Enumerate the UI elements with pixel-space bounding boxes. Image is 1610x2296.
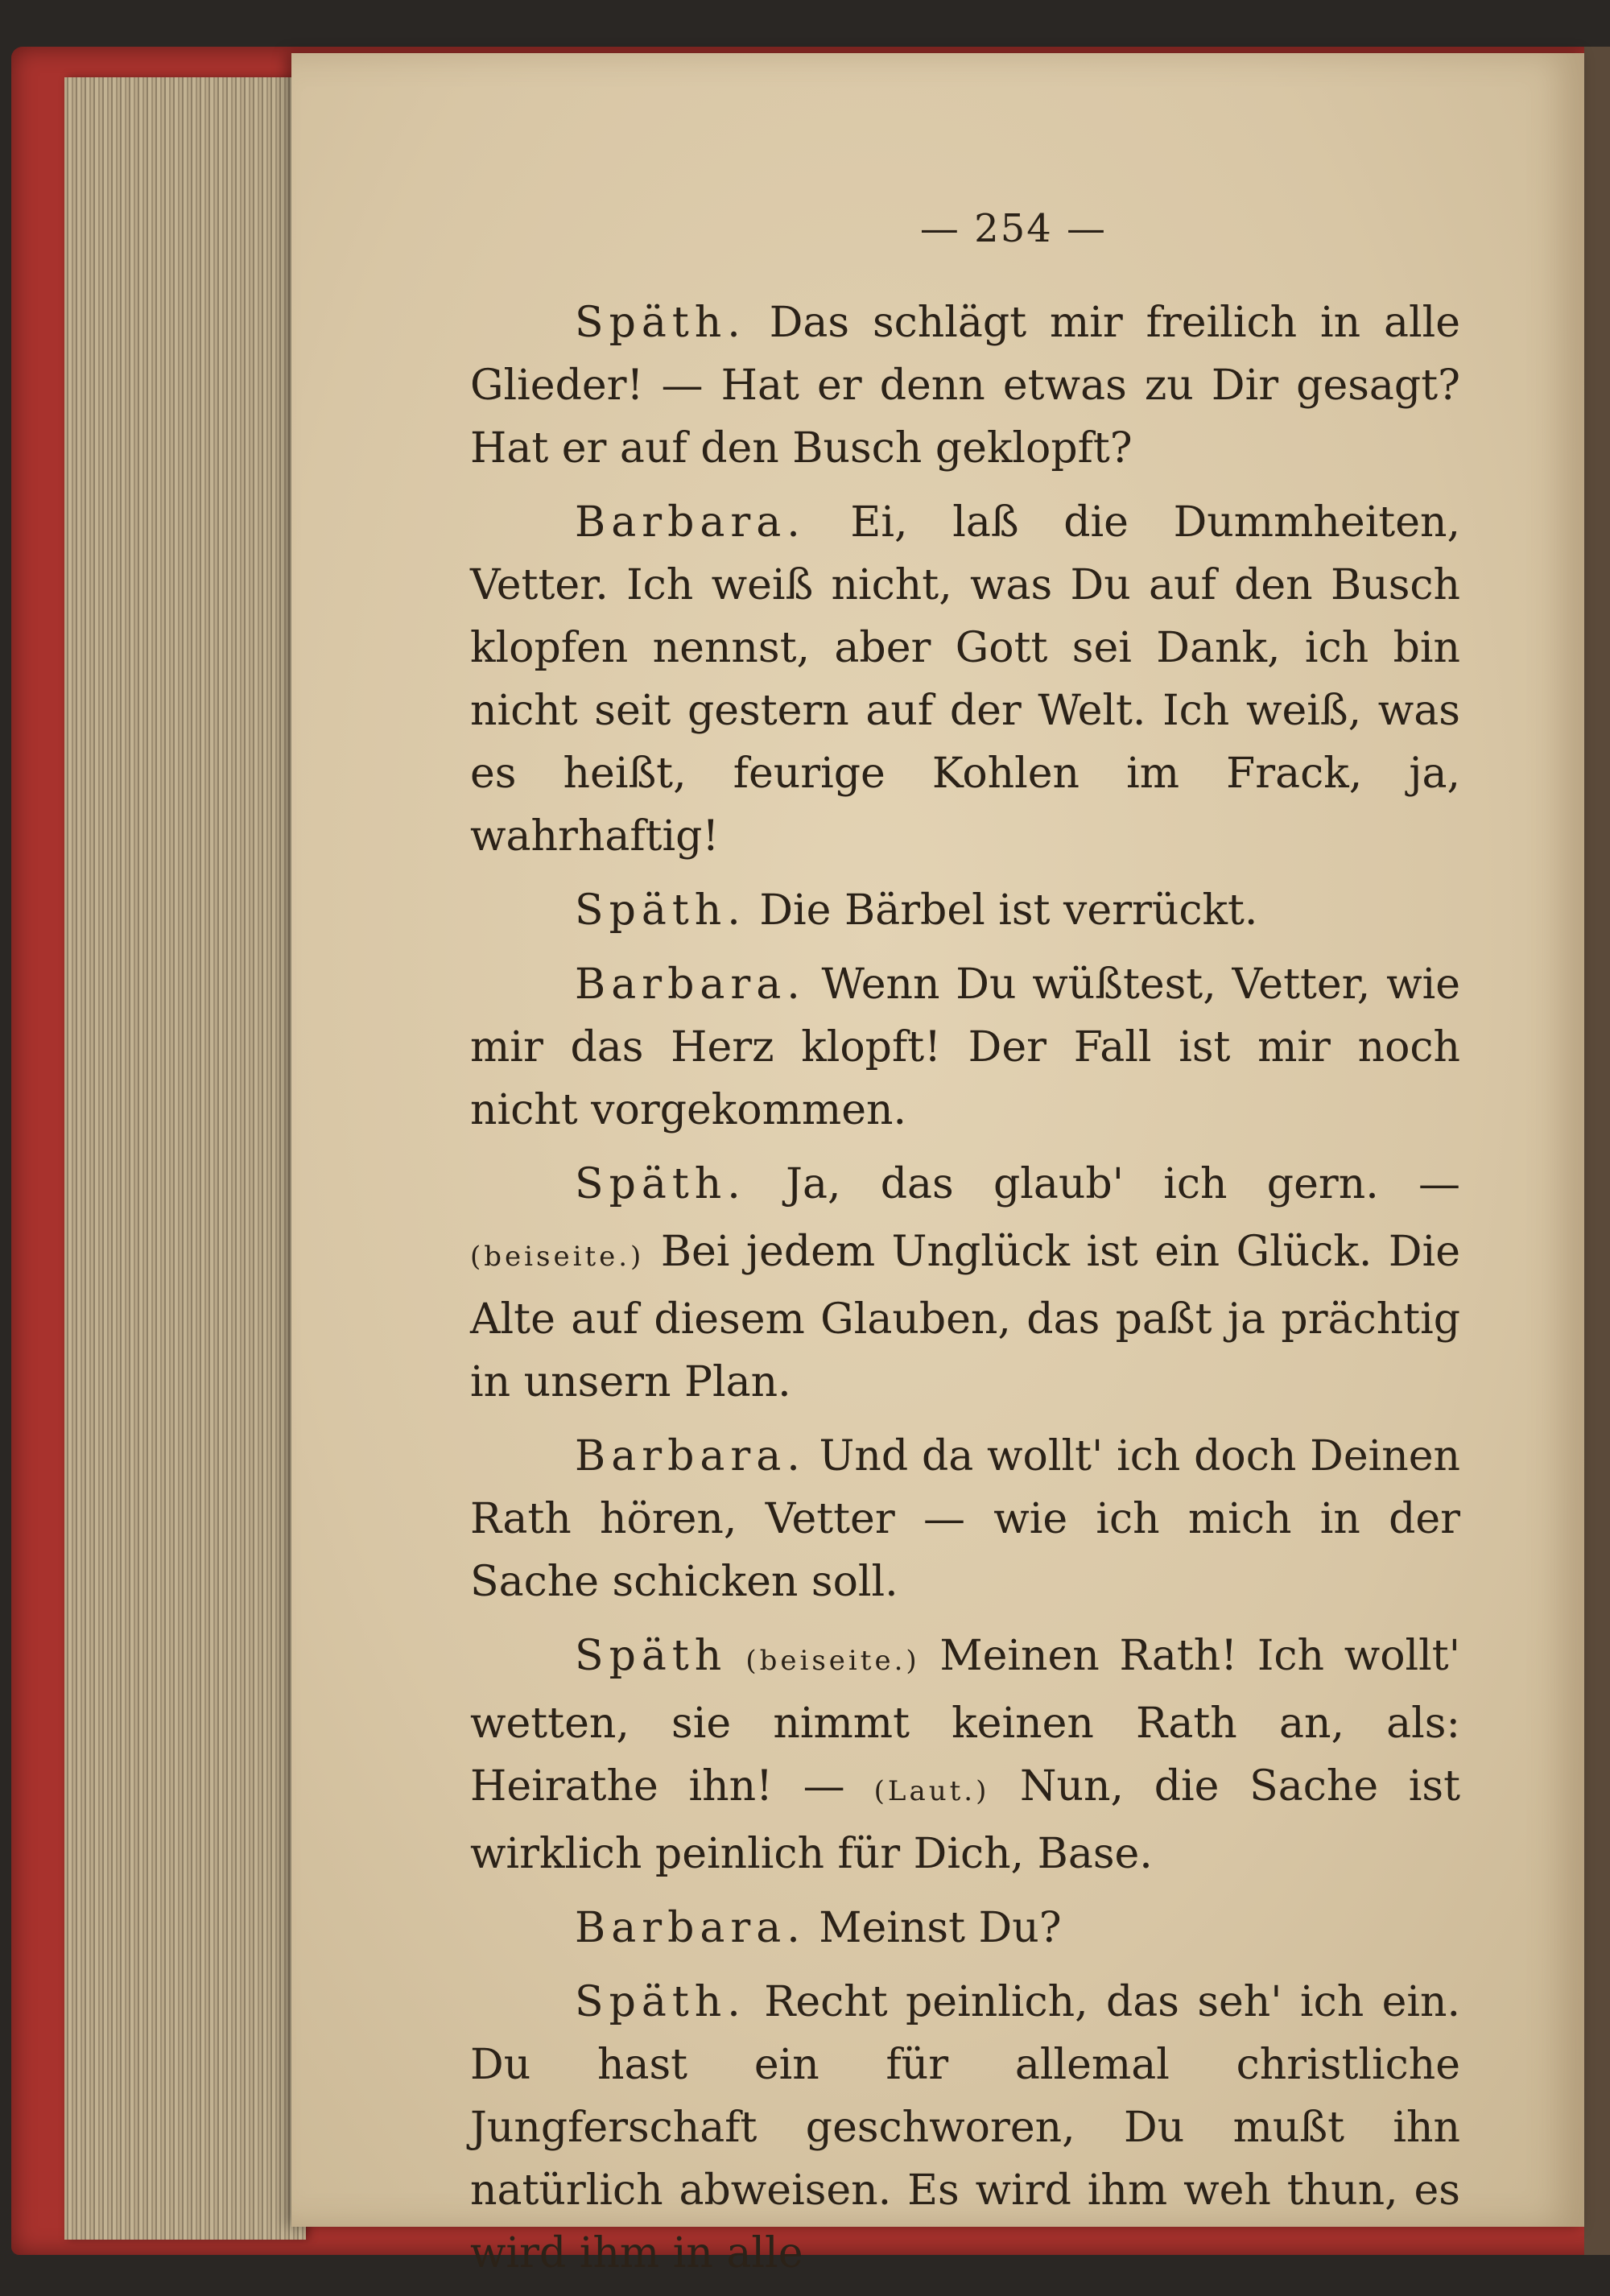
dialogue-text: Das schlägt mir freilich in alle Glieder! — Hat er denn etwas zu Dir gesagt? Hat er auf den Busch geklopft? [470,299,1460,473]
stage-direction: (Laut.) [844,1775,990,1807]
speaker-name: Späth. [575,1978,746,2026]
dialogue-paragraph [470,1897,1460,1959]
dialogue-text: Bei jedem Unglück ist ein Glück. Die Alte auf diesem Glauben, das paßt ja prächtig in unsern Plan. [470,1228,1460,1406]
dialogue-paragraph [470,1153,1460,1414]
dialogue-paragraph [470,1971,1460,2285]
speaker-name: Späth. [575,299,746,347]
speaker-name: Späth [575,1632,728,1680]
speaker-name: Barbara. [575,960,806,1009]
dialogue-text: Wenn Du wüßtest, Vetter, wie mir das Herz klopft! Der Fall ist mir noch nicht vorgekommen. [470,960,1460,1134]
dialogue-paragraph [470,953,1460,1142]
dialogue-text: Recht peinlich, das seh' ich ein. Du hast ein für allemal christliche Jungferschaft geschworen, Du mußt ihn natürlich abweisen. Es wird ihm weh thun, es wird ihm in alle [470,1978,1460,2277]
speaker-name: Barbara. [575,1432,806,1480]
facing-edge [1584,47,1610,2255]
stage-direction: (beiseite.) [470,1241,645,1273]
speaker-name: Barbara. [575,498,806,547]
dialogue-text: Ei, laß die Dummheiten, Vetter. Ich weiß nicht, was Du auf den Busch klopfen nennst, aber Gott sei Dank, ich bin nicht seit gestern auf der Welt. Ich weiß, was es heißt, feurige Kohlen im Frack, ja, wahrhaftig! [470,498,1460,861]
dialogue-text: Und da wollt' ich doch Deinen Rath hören, Vetter — wie ich mich in der Sache schicken soll. [470,1432,1460,1606]
dialogue-text: Meinst Du? [805,1904,1062,1952]
page-number: — 254 — [919,206,1108,251]
dialogue-paragraph [470,491,1460,868]
dialogue-paragraph [470,1625,1460,1885]
dialogue-text: Nun, die Sache ist wirklich peinlich für Dich, Base. [470,1762,1461,1878]
speaker-name: Späth. [575,1160,746,1208]
speaker-name: Späth. [575,886,746,935]
dialogue-text: Meinen Rath! Ich wollt' wetten, sie nimmt keinen Rath an, als: Heirathe ihn! — [470,1632,1460,1811]
stage-direction: (beiseite.) [727,1645,920,1677]
page-text [470,206,1460,2296]
speaker-name: Barbara. [575,1904,806,1952]
dialogue-text: Die Bärbel ist verrückt. [745,886,1258,935]
page-edges [64,77,306,2240]
book-page [291,53,1584,2277]
dialogue-text: Ja, das glaub' ich gern. — [745,1160,1460,1208]
dialogue-paragraph [470,879,1460,942]
dialogue-paragraph [470,291,1460,480]
dialogue-paragraph [470,1425,1460,1613]
